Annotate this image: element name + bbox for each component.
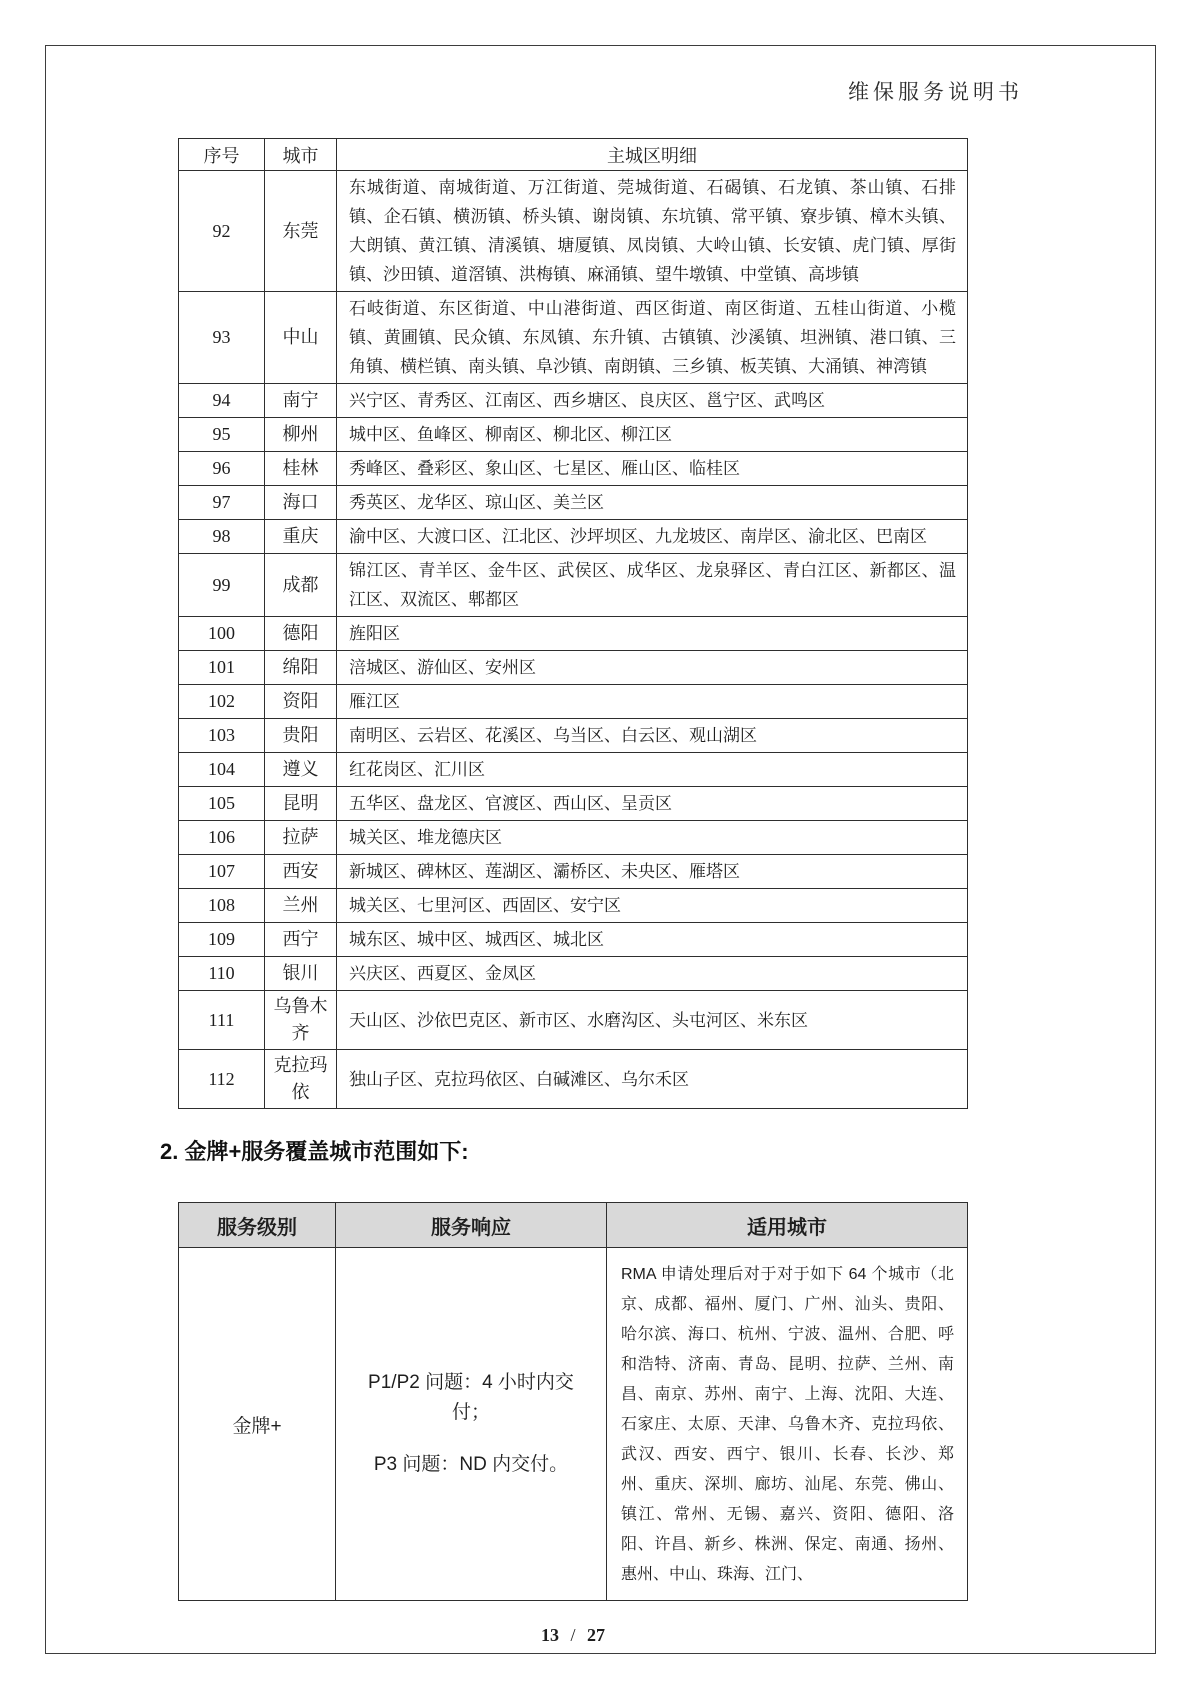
table-row bbox=[179, 957, 968, 991]
column-header-serial: 序号 bbox=[179, 139, 265, 171]
districts-cell: 雁江区 bbox=[337, 685, 968, 719]
city-cell: 西宁 bbox=[265, 923, 337, 957]
city-cell: 绵阳 bbox=[265, 651, 337, 685]
districts-cell: 城关区、堆龙德庆区 bbox=[337, 821, 968, 855]
table-row bbox=[179, 1050, 968, 1109]
city-cell: 桂林 bbox=[265, 452, 337, 486]
districts-cell: 城中区、鱼峰区、柳南区、柳北区、柳江区 bbox=[337, 418, 968, 452]
districts-cell: 东城街道、南城街道、万江街道、莞城街道、石碣镇、石龙镇、茶山镇、石排镇、企石镇、横沥镇、桥头镇、谢岗镇、东坑镇、常平镇、寮步镇、樟木头镇、大朗镇、黄江镇、清溪镇、塘厦镇、凤岗镇、大岭山镇、长安镇、虎门镇、厚街镇、沙田镇、道滘镇、洪梅镇、麻涌镇、望牛墩镇、中堂镇、高埗镇 bbox=[337, 171, 968, 292]
city-cell: 昆明 bbox=[265, 787, 337, 821]
serial-cell: 103 bbox=[179, 719, 265, 753]
city-cell: 中山 bbox=[265, 292, 337, 384]
city-cell: 资阳 bbox=[265, 685, 337, 719]
column-header-service-level: 服务级别 bbox=[179, 1203, 336, 1248]
table-row bbox=[179, 923, 968, 957]
serial-cell: 95 bbox=[179, 418, 265, 452]
serial-cell: 98 bbox=[179, 520, 265, 554]
table-row bbox=[179, 292, 968, 384]
districts-cell: 渝中区、大渡口区、江北区、沙坪坝区、九龙坡区、南岸区、渝北区、巴南区 bbox=[337, 520, 968, 554]
city-cell: 海口 bbox=[265, 486, 337, 520]
city-cell: 东莞 bbox=[265, 171, 337, 292]
document-header-title: 维保服务说明书 bbox=[848, 80, 1023, 104]
districts-cell: 涪城区、游仙区、安州区 bbox=[337, 651, 968, 685]
city-cell: 银川 bbox=[265, 957, 337, 991]
table-row bbox=[179, 520, 968, 554]
districts-cell: 兴庆区、西夏区、金凤区 bbox=[337, 957, 968, 991]
serial-cell: 101 bbox=[179, 651, 265, 685]
column-header-service-response: 服务响应 bbox=[336, 1203, 607, 1248]
table-row bbox=[179, 889, 968, 923]
districts-cell: 锦江区、青羊区、金牛区、武侯区、成华区、龙泉驿区、青白江区、新都区、温江区、双流区、郫都区 bbox=[337, 554, 968, 617]
table-row bbox=[179, 855, 968, 889]
service-level-cell: 金牌+ bbox=[179, 1248, 336, 1601]
table-row bbox=[179, 787, 968, 821]
page-number-separator: / bbox=[570, 1625, 576, 1645]
city-table-header-row bbox=[179, 139, 968, 171]
table-row bbox=[179, 991, 968, 1050]
city-cell: 德阳 bbox=[265, 617, 337, 651]
districts-cell: 石岐街道、东区街道、中山港街道、西区街道、南区街道、五桂山街道、小榄镇、黄圃镇、民众镇、东凤镇、东升镇、古镇镇、沙溪镇、坦洲镇、港口镇、三角镇、横栏镇、南头镇、阜沙镇、南朗镇、三乡镇、板芙镇、大涌镇、神湾镇 bbox=[337, 292, 968, 384]
serial-cell: 109 bbox=[179, 923, 265, 957]
city-cell: 遵义 bbox=[265, 753, 337, 787]
city-cell: 成都 bbox=[265, 554, 337, 617]
serial-cell: 110 bbox=[179, 957, 265, 991]
table-row bbox=[179, 617, 968, 651]
city-cell: 乌鲁木齐 bbox=[265, 991, 337, 1050]
city-cell: 贵阳 bbox=[265, 719, 337, 753]
table-row bbox=[179, 719, 968, 753]
districts-cell: 秀峰区、叠彩区、象山区、七星区、雁山区、临桂区 bbox=[337, 452, 968, 486]
serial-cell: 92 bbox=[179, 171, 265, 292]
serial-cell: 104 bbox=[179, 753, 265, 787]
serial-cell: 93 bbox=[179, 292, 265, 384]
table-row bbox=[179, 685, 968, 719]
districts-cell: 城东区、城中区、城西区、城北区 bbox=[337, 923, 968, 957]
service-coverage-table bbox=[178, 1202, 968, 1601]
column-header-applicable-cities: 适用城市 bbox=[607, 1203, 968, 1248]
serial-cell: 108 bbox=[179, 889, 265, 923]
districts-cell: 红花岗区、汇川区 bbox=[337, 753, 968, 787]
service-table-header-row bbox=[179, 1203, 968, 1248]
page-content bbox=[160, 138, 968, 1646]
districts-cell: 天山区、沙依巴克区、新市区、水磨沟区、头屯河区、米东区 bbox=[337, 991, 968, 1050]
city-cell: 西安 bbox=[265, 855, 337, 889]
table-row bbox=[179, 171, 968, 292]
serial-cell: 107 bbox=[179, 855, 265, 889]
districts-cell: 旌阳区 bbox=[337, 617, 968, 651]
city-cell: 克拉玛依 bbox=[265, 1050, 337, 1109]
page-number bbox=[178, 1625, 968, 1646]
districts-cell: 独山子区、克拉玛依区、白碱滩区、乌尔禾区 bbox=[337, 1050, 968, 1109]
service-table-row bbox=[179, 1248, 968, 1601]
serial-cell: 112 bbox=[179, 1050, 265, 1109]
table-row bbox=[179, 554, 968, 617]
serial-cell: 99 bbox=[179, 554, 265, 617]
serial-cell: 102 bbox=[179, 685, 265, 719]
districts-cell: 城关区、七里河区、西固区、安宁区 bbox=[337, 889, 968, 923]
districts-cell: 兴宁区、青秀区、江南区、西乡塘区、良庆区、邕宁区、武鸣区 bbox=[337, 384, 968, 418]
city-cell: 兰州 bbox=[265, 889, 337, 923]
column-header-city: 城市 bbox=[265, 139, 337, 171]
table-row bbox=[179, 651, 968, 685]
serial-cell: 111 bbox=[179, 991, 265, 1050]
table-row bbox=[179, 753, 968, 787]
serial-cell: 106 bbox=[179, 821, 265, 855]
city-districts-table bbox=[178, 138, 968, 1109]
table-row bbox=[179, 452, 968, 486]
districts-cell: 五华区、盘龙区、官渡区、西山区、呈贡区 bbox=[337, 787, 968, 821]
response-line-1: P1/P2 问题：4 小时内交付； bbox=[368, 1372, 574, 1423]
page-number-total: 27 bbox=[587, 1625, 605, 1645]
applicable-cities-cell: RMA 申请处理后对于对于如下 64 个城市（北京、成都、福州、厦门、广州、汕头、贵阳、哈尔滨、海口、杭州、宁波、温州、合肥、呼和浩特、济南、青岛、昆明、拉萨、兰州、南昌、南京、苏州、南宁、上海、沈阳、大连、石家庄、太原、天津、乌鲁木齐、克拉玛依、武汉、西安、西宁、银川、长春、长沙、郑州、重庆、深圳、廊坊、汕尾、东莞、佛山、镇江、常州、无锡、嘉兴、资阳、德阳、洛阳、许昌、新乡、株洲、保定、南通、扬州、惠州、中山、珠海、江门、 bbox=[607, 1248, 968, 1601]
serial-cell: 105 bbox=[179, 787, 265, 821]
districts-cell: 秀英区、龙华区、琼山区、美兰区 bbox=[337, 486, 968, 520]
serial-cell: 94 bbox=[179, 384, 265, 418]
page-number-current: 13 bbox=[540, 1625, 559, 1645]
districts-cell: 新城区、碑林区、莲湖区、灞桥区、未央区、雁塔区 bbox=[337, 855, 968, 889]
table-row bbox=[179, 418, 968, 452]
districts-cell: 南明区、云岩区、花溪区、乌当区、白云区、观山湖区 bbox=[337, 719, 968, 753]
section-heading: 2. 金牌+服务覆盖城市范围如下: bbox=[160, 1139, 469, 1164]
table-row bbox=[179, 486, 968, 520]
serial-cell: 100 bbox=[179, 617, 265, 651]
table-row bbox=[179, 384, 968, 418]
service-response-cell bbox=[336, 1248, 607, 1601]
table-row bbox=[179, 821, 968, 855]
city-cell: 南宁 bbox=[265, 384, 337, 418]
column-header-districts: 主城区明细 bbox=[337, 139, 968, 171]
city-cell: 拉萨 bbox=[265, 821, 337, 855]
city-cell: 柳州 bbox=[265, 418, 337, 452]
city-cell: 重庆 bbox=[265, 520, 337, 554]
serial-cell: 97 bbox=[179, 486, 265, 520]
serial-cell: 96 bbox=[179, 452, 265, 486]
response-line-2: P3 问题：ND 内交付。 bbox=[373, 1454, 569, 1475]
